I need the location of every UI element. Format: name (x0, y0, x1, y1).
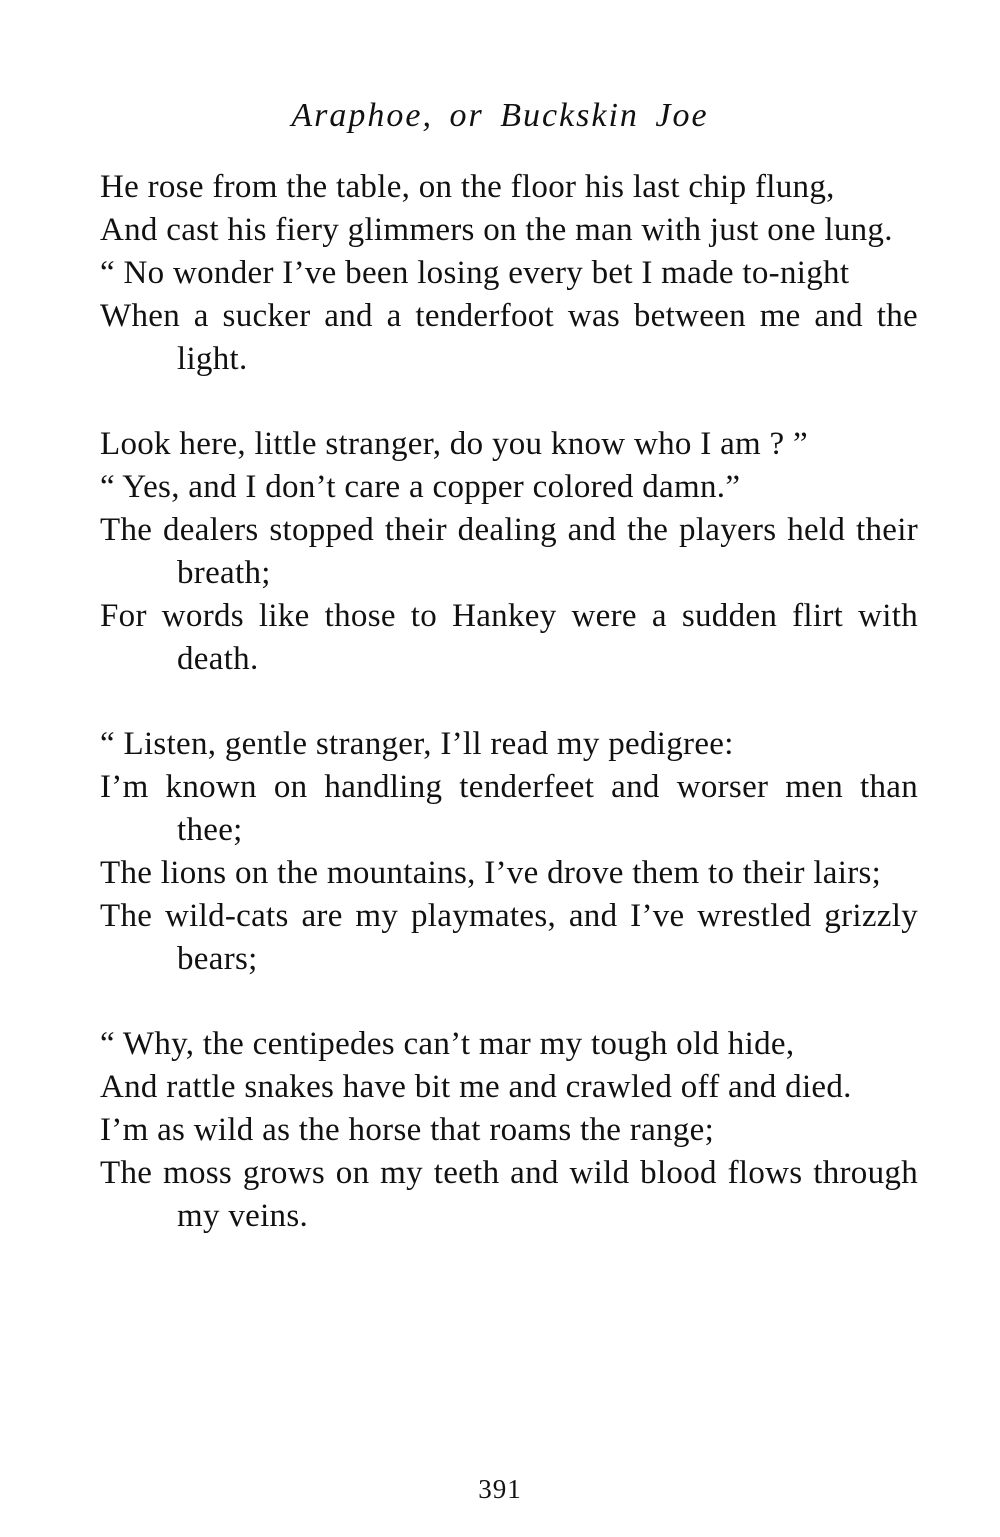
verse-line: The wild-cats are my playmates, and I’ve wrestled grizzly bears; (100, 898, 918, 977)
verse-line: When a sucker and a tenderfoot was between me and the light. (100, 298, 918, 377)
verse-line: I’m known on handling tenderfeet and worser men than thee; (100, 769, 918, 848)
verse-line: “ No wonder I’ve been losing every bet I made to-night (100, 255, 850, 291)
verse-line: I’m as wild as the horse that roams the range; (100, 1112, 715, 1148)
verse-line: And rattle snakes have bit me and crawled off and died. (100, 1069, 852, 1105)
verse-line: The moss grows on my teeth and wild blood flows through my veins. (100, 1155, 918, 1234)
stanza-3 (100, 723, 918, 981)
verse-line: The lions on the mountains, I’ve drove them to their lairs; (100, 855, 882, 891)
page-number: 391 (478, 1474, 522, 1504)
verse-line: “ Yes, and I don’t care a copper colored damn.” (100, 469, 741, 505)
verse-line: “ Why, the centipedes can’t mar my tough old hide, (100, 1026, 795, 1062)
verse-line: The dealers stopped their dealing and the players held their breath; (100, 512, 918, 591)
poem-body (100, 166, 918, 1238)
running-head: Araphoe, or Buckskin Joe (291, 97, 709, 134)
verse-line: And cast his fiery glimmers on the man with just one lung. (100, 212, 893, 248)
stanza-1 (100, 166, 918, 381)
verse-line: For words like those to Hankey were a sudden flirt with death. (100, 598, 918, 677)
verse-line: “ Listen, gentle stranger, I’ll read my pedigree: (100, 726, 734, 762)
stanza-2 (100, 423, 918, 681)
verse-line: He rose from the table, on the floor his last chip flung, (100, 169, 835, 205)
verse-line: Look here, little stranger, do you know who I am ? ” (100, 426, 809, 462)
stanza-4 (100, 1023, 918, 1238)
